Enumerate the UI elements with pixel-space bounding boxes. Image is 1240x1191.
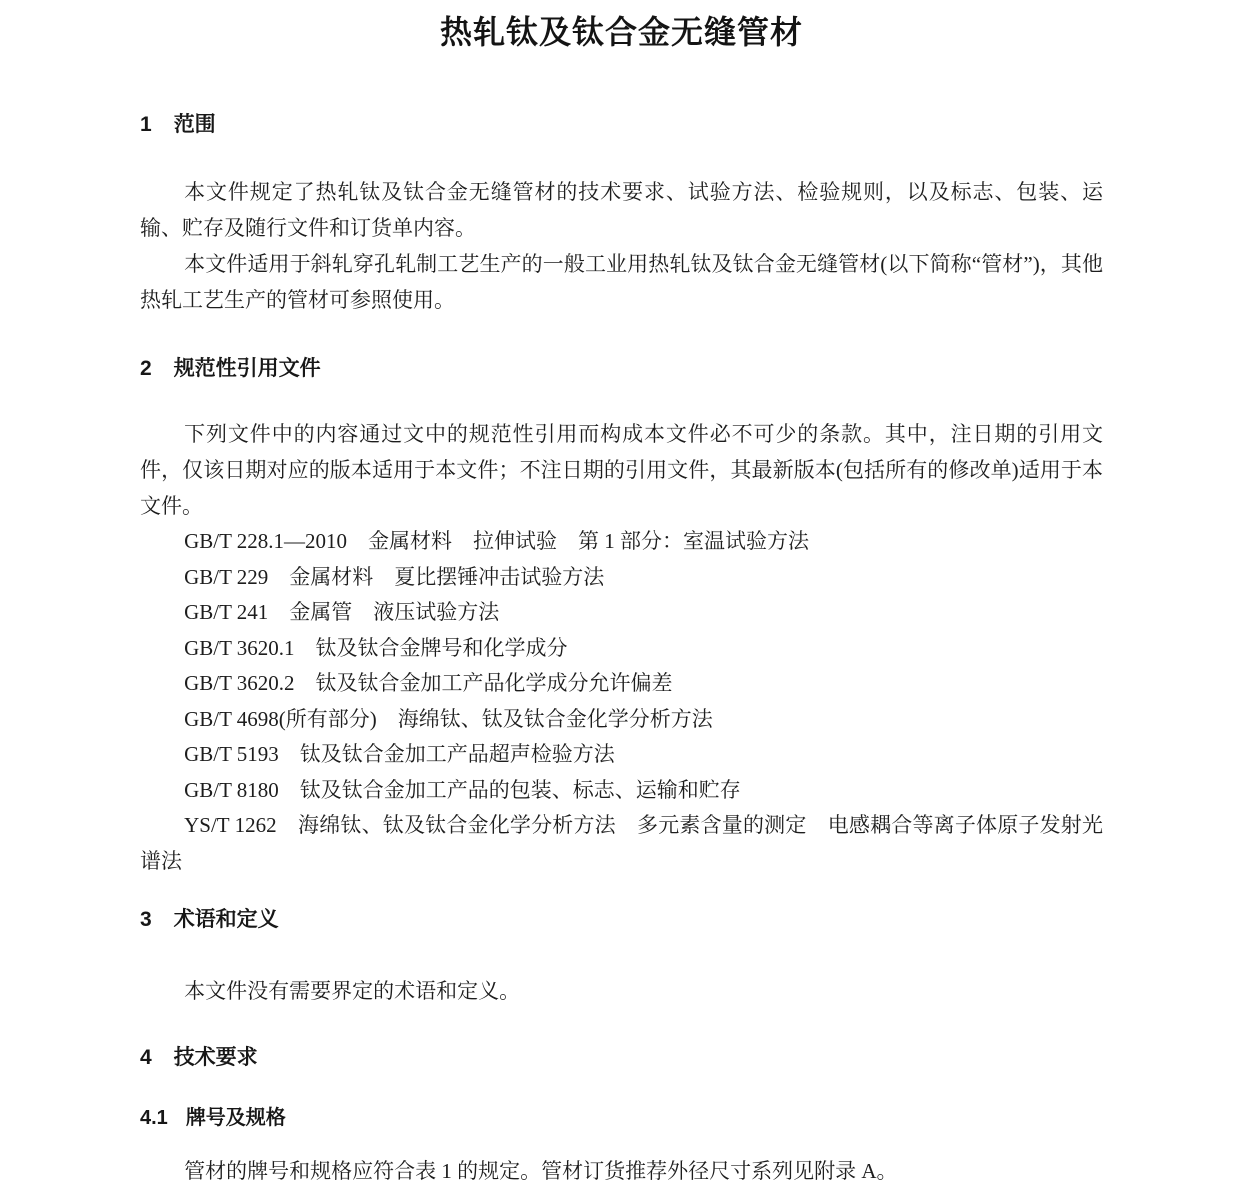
section-4-heading [140, 1045, 1103, 1071]
document-title: 热轧钛及钛合金无缝管材 [439, 14, 803, 50]
scope-paragraph-1: 本文件规定了热轧钛及钛合金无缝管材的技术要求、试验方法、检验规则，以及标志、包装、运输、贮存及随行文件和订货单内容。 [140, 180, 1103, 240]
section-1-title: 范围 [173, 113, 216, 136]
reference-item: GB/T 8180 钛及钛合金加工产品的包装、标志、运输和贮存 [184, 777, 741, 802]
reference-item: GB/T 4698(所有部分) 海绵钛、钛及钛合金化学分析方法 [184, 706, 713, 731]
scope-paragraph-2: 本文件适用于斜轧穿孔轧制工艺生产的一般工业用热轧钛及钛合金无缝管材(以下简称“管材”)，其他热轧工艺生产的管材可参照使用。 [140, 252, 1103, 312]
reference-item: GB/T 5193 钛及钛合金加工产品超声检验方法 [184, 742, 615, 766]
reference-item: GB/T 228.1—2010 金属材料 拉伸试验 第 1 部分：室温试验方法 [184, 529, 810, 553]
subsection-4-1-number: 4.1 [140, 1107, 168, 1129]
section-3-heading [140, 907, 1103, 933]
reference-item: GB/T 241 金属管 液压试验方法 [184, 600, 500, 624]
reference-item: YS/T 1262 海绵钛、钛及钛合金化学分析方法 多元素含量的测定 电感耦合等离子体原子发射光谱法 [140, 813, 1103, 873]
subsection-4-1-heading [140, 1105, 1103, 1131]
reference-item: GB/T 3620.1 钛及钛合金牌号和化学成分 [184, 635, 568, 660]
normative-references-list [140, 524, 1103, 879]
reference-item: GB/T 3620.2 钛及钛合金加工产品化学成分允许偏差 [184, 671, 673, 695]
subsection-4-1-title: 牌号及规格 [185, 1107, 286, 1129]
section-1-heading [140, 112, 1103, 138]
terms-paragraph: 本文件没有需要界定的术语和定义。 [184, 979, 521, 1003]
section-2-heading [140, 356, 1103, 382]
grade-spec-paragraph: 管材的牌号和规格应符合表 1 的规定。管材订货推荐外径尺寸系列见附录 A。 [184, 1159, 898, 1183]
section-2-title: 规范性引用文件 [173, 357, 321, 380]
section-1-number: 1 [140, 113, 152, 136]
section-3-title: 术语和定义 [173, 908, 279, 931]
section-3-number: 3 [140, 908, 152, 931]
references-intro-paragraph: 下列文件中的内容通过文中的规范性引用而构成本文件必不可少的条款。其中，注日期的引用文件，仅该日期对应的版本适用于本文件；不注日期的引用文件，其最新版本(包括所有的修改单)适用于本文件。 [140, 422, 1103, 518]
section-4-number: 4 [140, 1046, 152, 1069]
reference-item: GB/T 229 金属材料 夏比摆锤冲击试验方法 [184, 564, 605, 589]
section-4-title: 技术要求 [173, 1046, 258, 1069]
section-2-number: 2 [140, 357, 152, 380]
